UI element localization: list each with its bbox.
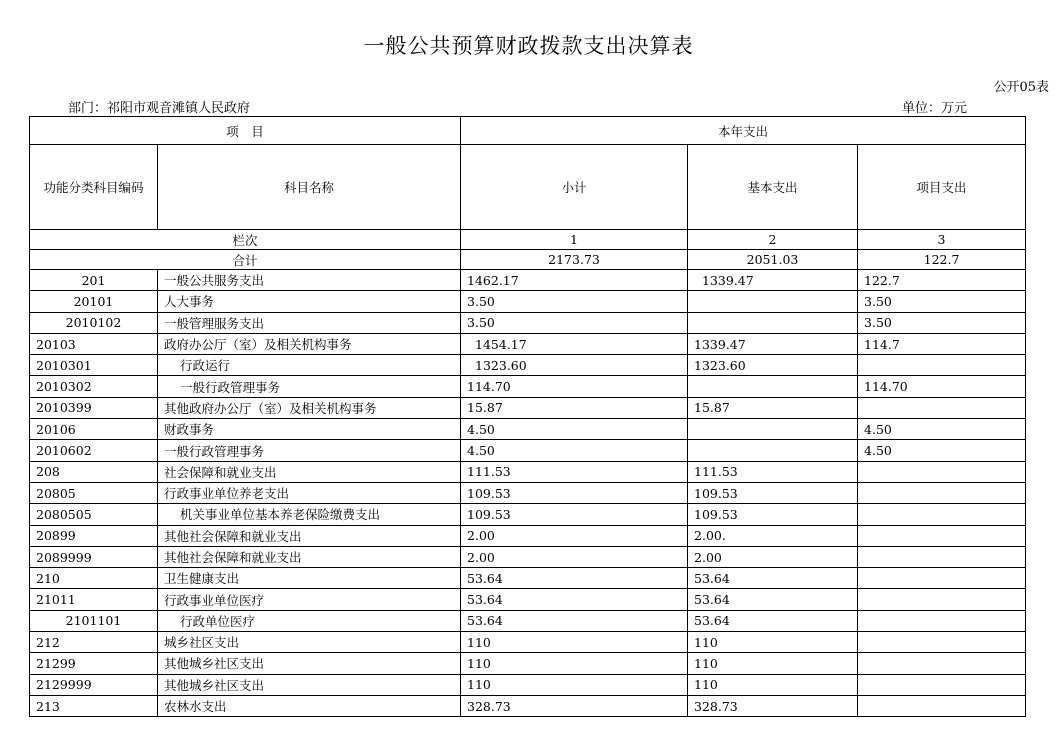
row-project: 114.7 [858, 333, 1026, 354]
budget-table [29, 116, 1026, 717]
row-basic: 111.53 [688, 461, 858, 482]
row-project [858, 589, 1026, 610]
column-index-3: 3 [858, 230, 1026, 250]
row-project [858, 461, 1026, 482]
row-project: 4.50 [858, 440, 1026, 461]
row-subtotal: 2.00 [461, 546, 688, 567]
table-row [30, 270, 1026, 291]
row-basic [688, 440, 858, 461]
row-code: 2101101 [30, 610, 158, 631]
column-index-label: 栏次 [30, 230, 461, 250]
header-code: 功能分类科目编码 [30, 145, 158, 230]
row-code: 2010302 [30, 376, 158, 397]
row-basic: 110 [688, 632, 858, 653]
row-name: 城乡社区支出 [158, 632, 461, 653]
row-name: 人大事务 [158, 291, 461, 312]
row-project [858, 674, 1026, 695]
table-row [30, 525, 1026, 546]
table-row [30, 546, 1026, 567]
row-code: 2080505 [30, 504, 158, 525]
row-name: 一般管理服务支出 [158, 312, 461, 333]
row-subtotal: 1462.17 [461, 270, 688, 291]
row-code: 212 [30, 632, 158, 653]
table-row [30, 674, 1026, 695]
total-row [30, 250, 1026, 270]
row-subtotal: 110 [461, 632, 688, 653]
column-index-2: 2 [688, 230, 858, 250]
row-basic: 2.00. [688, 525, 858, 546]
row-name: 行政运行 [158, 355, 461, 376]
row-subtotal: 15.87 [461, 397, 688, 418]
row-project [858, 546, 1026, 567]
row-subtotal: 53.64 [461, 589, 688, 610]
row-name: 行政单位医疗 [158, 610, 461, 631]
row-basic: 1339.47 [688, 270, 858, 291]
row-subtotal: 110 [461, 674, 688, 695]
row-name: 其他社会保障和就业支出 [158, 525, 461, 546]
row-name: 农林水支出 [158, 695, 461, 716]
header-item: 项 目 [30, 117, 461, 145]
row-name: 政府办公厅（室）及相关机构事务 [158, 333, 461, 354]
row-project: 3.50 [858, 312, 1026, 333]
row-subtotal: 111.53 [461, 461, 688, 482]
row-code: 2089999 [30, 546, 158, 567]
row-project [858, 653, 1026, 674]
row-basic: 53.64 [688, 568, 858, 589]
row-subtotal: 3.50 [461, 291, 688, 312]
row-code: 2010301 [30, 355, 158, 376]
row-name: 一般行政管理事务 [158, 440, 461, 461]
row-project [858, 397, 1026, 418]
table-row [30, 397, 1026, 418]
row-name: 财政事务 [158, 419, 461, 440]
row-project [858, 695, 1026, 716]
total-project: 122.7 [858, 250, 1026, 270]
column-index-row [30, 230, 1026, 250]
row-basic [688, 291, 858, 312]
table-row [30, 610, 1026, 631]
row-project [858, 632, 1026, 653]
row-code: 21299 [30, 653, 158, 674]
row-code: 2010399 [30, 397, 158, 418]
table-row [30, 504, 1026, 525]
row-code: 2010602 [30, 440, 158, 461]
row-basic [688, 312, 858, 333]
total-basic: 2051.03 [688, 250, 858, 270]
row-subtotal: 4.50 [461, 440, 688, 461]
row-code: 20101 [30, 291, 158, 312]
row-basic: 53.64 [688, 589, 858, 610]
row-code: 2129999 [30, 674, 158, 695]
row-project [858, 610, 1026, 631]
table-row [30, 355, 1026, 376]
table-row [30, 376, 1026, 397]
row-name: 其他城乡社区支出 [158, 674, 461, 695]
header-name: 科目名称 [158, 145, 461, 230]
row-basic: 2.00 [688, 546, 858, 567]
row-name: 一般公共服务支出 [158, 270, 461, 291]
table-row [30, 695, 1026, 716]
row-name: 其他政府办公厅（室）及相关机构事务 [158, 397, 461, 418]
row-subtotal: 3.50 [461, 312, 688, 333]
row-name: 行政事业单位医疗 [158, 589, 461, 610]
row-subtotal: 4.50 [461, 419, 688, 440]
table-row [30, 419, 1026, 440]
header-current-year: 本年支出 [461, 117, 1026, 145]
row-name: 社会保障和就业支出 [158, 461, 461, 482]
row-basic: 110 [688, 674, 858, 695]
row-code: 213 [30, 695, 158, 716]
table-row [30, 440, 1026, 461]
table-row [30, 632, 1026, 653]
row-code: 208 [30, 461, 158, 482]
row-name: 其他社会保障和就业支出 [158, 546, 461, 567]
row-basic: 1323.60 [688, 355, 858, 376]
row-project: 122.7 [858, 270, 1026, 291]
row-subtotal: 2.00 [461, 525, 688, 546]
table-row [30, 312, 1026, 333]
row-project [858, 482, 1026, 503]
row-name: 其他城乡社区支出 [158, 653, 461, 674]
column-index-1: 1 [461, 230, 688, 250]
row-code: 201 [30, 270, 158, 291]
row-project [858, 355, 1026, 376]
row-subtotal: 114.70 [461, 376, 688, 397]
row-code: 21011 [30, 589, 158, 610]
header-project: 项目支出 [858, 145, 1026, 230]
row-subtotal: 1454.17 [461, 333, 688, 354]
table-row [30, 589, 1026, 610]
row-basic: 110 [688, 653, 858, 674]
row-code: 210 [30, 568, 158, 589]
row-name: 一般行政管理事务 [158, 376, 461, 397]
row-subtotal: 328.73 [461, 695, 688, 716]
row-project: 114.70 [858, 376, 1026, 397]
row-basic [688, 419, 858, 440]
row-basic: 1339.47 [688, 333, 858, 354]
row-name: 行政事业单位养老支出 [158, 482, 461, 503]
unit-label: 单位：万元 [902, 101, 968, 116]
row-subtotal: 53.64 [461, 568, 688, 589]
row-code: 2010102 [30, 312, 158, 333]
table-row [30, 568, 1026, 589]
row-subtotal: 110 [461, 653, 688, 674]
row-project: 4.50 [858, 419, 1026, 440]
row-basic [688, 376, 858, 397]
row-subtotal: 53.64 [461, 610, 688, 631]
row-subtotal: 1323.60 [461, 355, 688, 376]
row-name: 机关事业单位基本养老保险缴费支出 [158, 504, 461, 525]
table-row [30, 482, 1026, 503]
table-row [30, 461, 1026, 482]
row-basic: 15.87 [688, 397, 858, 418]
row-code: 20106 [30, 419, 158, 440]
row-basic: 53.64 [688, 610, 858, 631]
row-project [858, 525, 1026, 546]
total-subtotal: 2173.73 [461, 250, 688, 270]
row-project [858, 568, 1026, 589]
row-subtotal: 109.53 [461, 482, 688, 503]
header-subtotal: 小计 [461, 145, 688, 230]
header-basic: 基本支出 [688, 145, 858, 230]
row-basic: 328.73 [688, 695, 858, 716]
header-row-top [30, 117, 1026, 145]
form-number: 公开05表 [993, 80, 1049, 95]
row-name: 卫生健康支出 [158, 568, 461, 589]
total-label: 合计 [30, 250, 461, 270]
row-basic: 109.53 [688, 482, 858, 503]
row-project [858, 504, 1026, 525]
row-code: 20899 [30, 525, 158, 546]
table-row [30, 333, 1026, 354]
row-subtotal: 109.53 [461, 504, 688, 525]
row-code: 20103 [30, 333, 158, 354]
header-row-columns [30, 145, 1026, 230]
table-row [30, 653, 1026, 674]
row-code: 20805 [30, 482, 158, 503]
page-title: 一般公共预算财政拨款支出决算表 [363, 34, 694, 58]
row-project: 3.50 [858, 291, 1026, 312]
table-row [30, 291, 1026, 312]
row-basic: 109.53 [688, 504, 858, 525]
department-label: 部门：祁阳市观音滩镇人民政府 [68, 101, 251, 116]
